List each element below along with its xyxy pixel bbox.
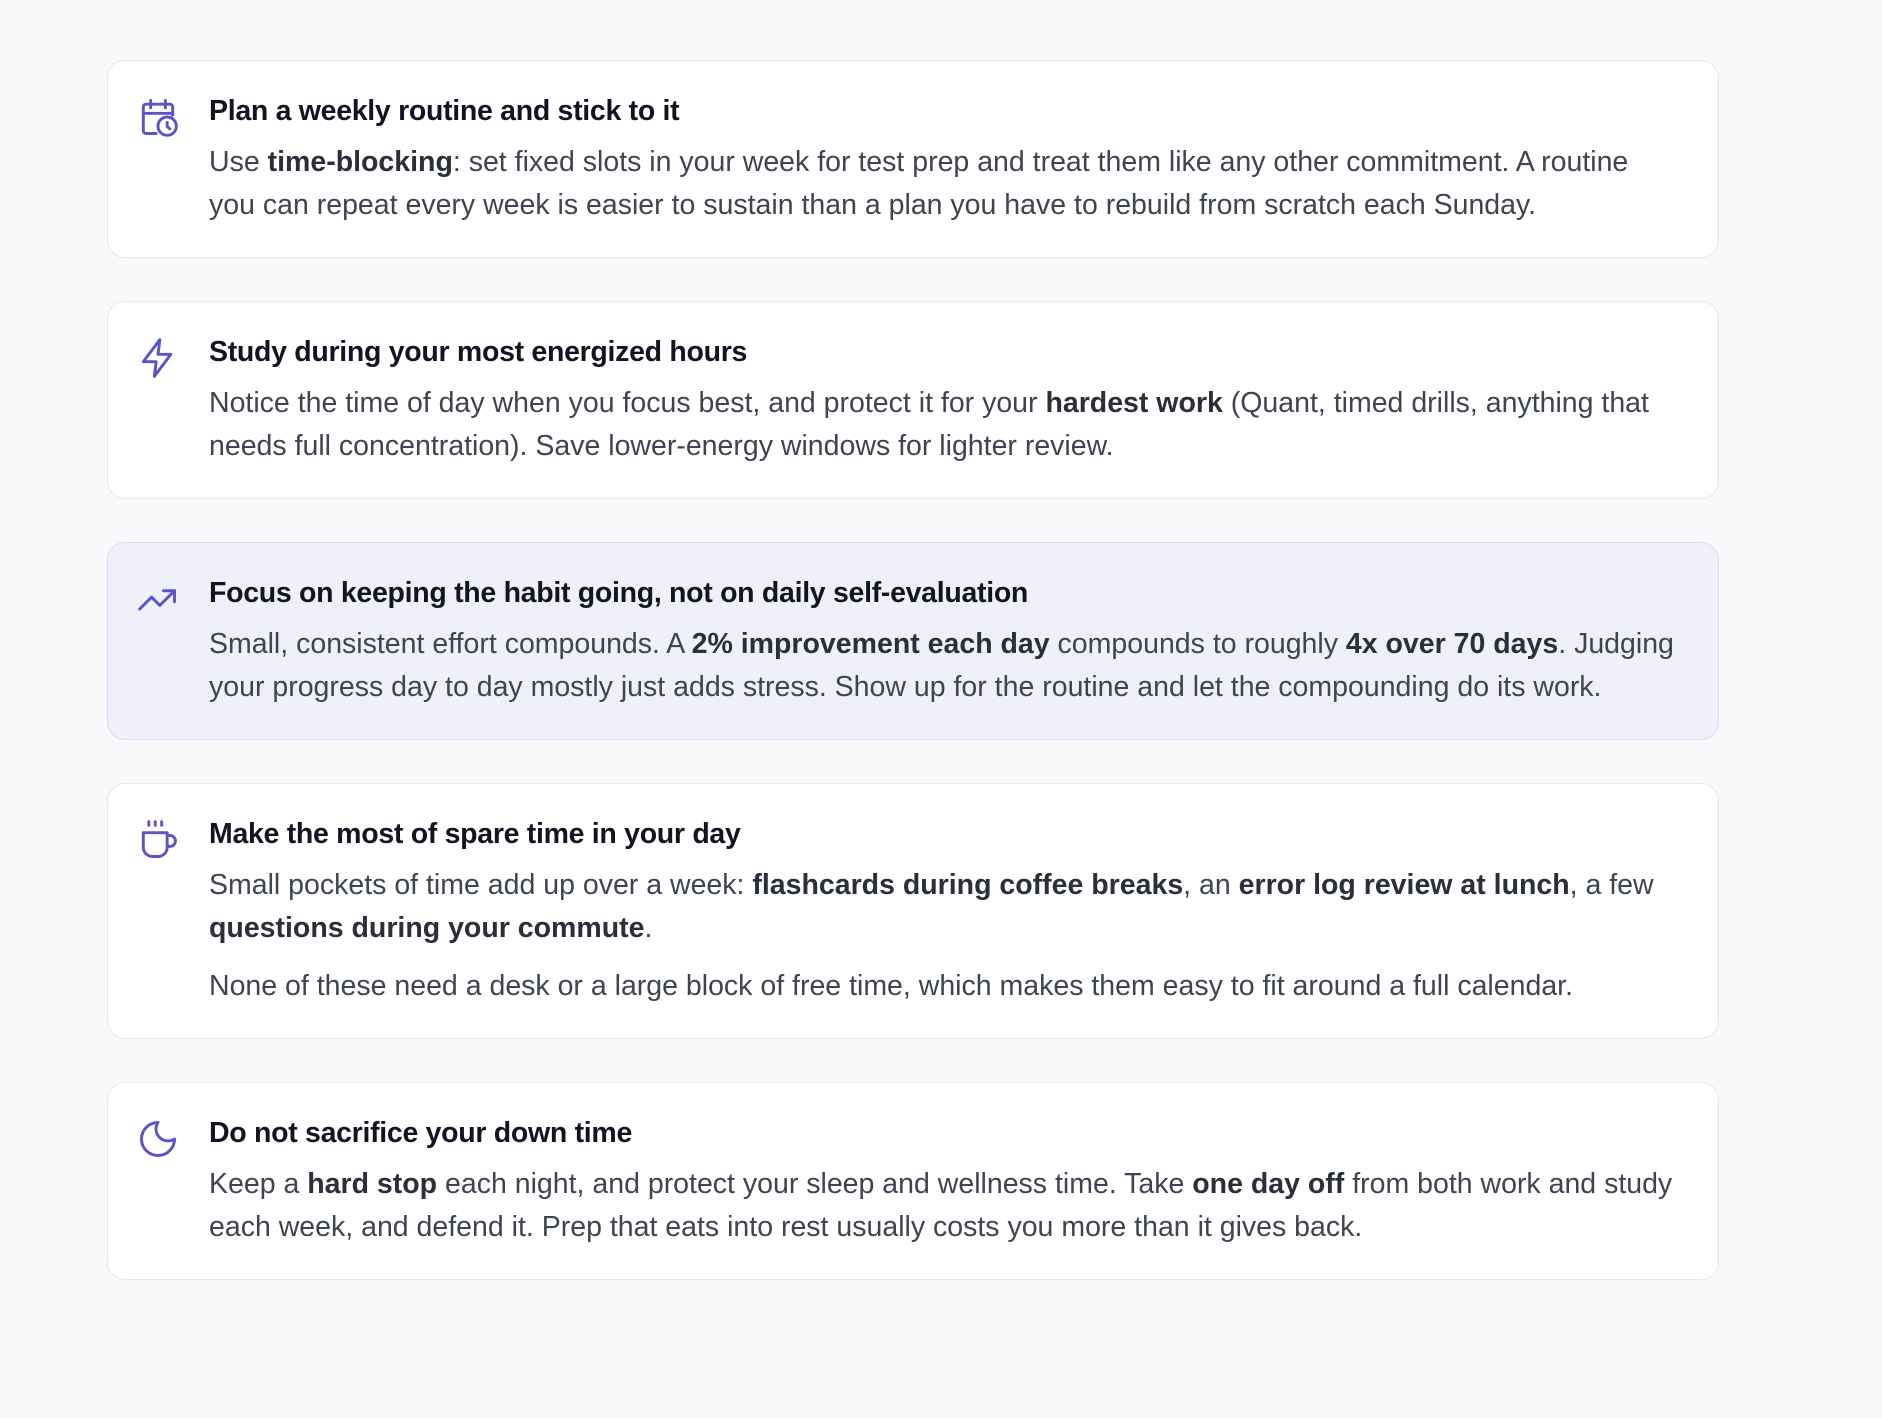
tip-text: . — [644, 912, 653, 944]
tip-text-bold: hardest work — [1045, 387, 1223, 419]
tip-body — [209, 1163, 1682, 1249]
tips-list — [107, 60, 1719, 1323]
tip-body — [209, 382, 1682, 468]
tip-text: Small, consistent effort compounds. A — [209, 628, 692, 660]
tip-card — [107, 60, 1719, 258]
tip-body — [209, 965, 1682, 1008]
coffee-cup-icon — [136, 818, 180, 862]
tip-text: compounds to roughly — [1049, 628, 1346, 660]
tip-title: Do not sacrifice your down time — [209, 1117, 633, 1149]
tip-text-bold: 4x over 70 days — [1345, 628, 1559, 660]
tip-card — [107, 1082, 1719, 1280]
tip-title: Focus on keeping the habit going, not on daily self-evaluation — [209, 577, 1029, 609]
tip-title: Study during your most energized hours — [209, 336, 748, 368]
tip-title: Make the most of spare time in your day — [209, 818, 741, 850]
tip-text-bold: one day off — [1192, 1168, 1345, 1200]
calendar-clock-icon — [136, 95, 180, 139]
tip-text: , a few — [1569, 869, 1654, 901]
tip-text: . Judging your progress day to day mostly just adds stress. Show up for the routine and let the compounding do its work. — [209, 628, 1674, 703]
tip-text: Use — [209, 146, 268, 178]
tip-text-bold: questions during your commute — [209, 912, 645, 944]
tip-body — [209, 623, 1682, 709]
tip-text: , an — [1183, 869, 1239, 901]
tip-text-bold: 2% improvement each day — [691, 628, 1050, 660]
tip-card — [107, 783, 1719, 1039]
tip-body — [209, 864, 1682, 950]
tip-text-bold: hard stop — [307, 1168, 438, 1200]
tip-text: : set fixed slots in your week for test prep and treat them like any other commitment. A routine you can repeat every week is easier to sustain than a plan you have to rebuild from scratch each Sunday. — [209, 146, 1629, 221]
tip-text-bold: error log review at lunch — [1238, 869, 1570, 901]
tip-text: from both work and study each week, and defend it. Prep that eats into rest usually costs you more than it gives back. — [209, 1168, 1673, 1243]
trending-up-icon — [136, 577, 180, 621]
tip-text: None of these need a desk or a large block of free time, which makes them easy to fit around a full calendar. — [209, 970, 1574, 1002]
tip-text: each night, and protect your sleep and wellness time. Take — [437, 1168, 1193, 1200]
tip-text-bold: time-blocking — [267, 146, 453, 178]
tip-card — [107, 301, 1719, 499]
tip-title: Plan a weekly routine and stick to it — [209, 95, 680, 127]
tip-text: Notice the time of day when you focus best, and protect it for your — [209, 387, 1046, 419]
tip-text: (Quant, timed drills, anything that needs full concentration). Save lower-energy windows for lighter review. — [209, 387, 1649, 462]
tip-body — [209, 141, 1682, 227]
moon-icon — [136, 1117, 180, 1161]
tip-text-bold: flashcards during coffee breaks — [752, 869, 1184, 901]
tip-text: Small pockets of time add up over a week: — [209, 869, 753, 901]
tip-card-highlighted — [107, 542, 1719, 740]
lightning-bolt-icon — [136, 336, 180, 380]
tip-text: Keep a — [209, 1168, 308, 1200]
